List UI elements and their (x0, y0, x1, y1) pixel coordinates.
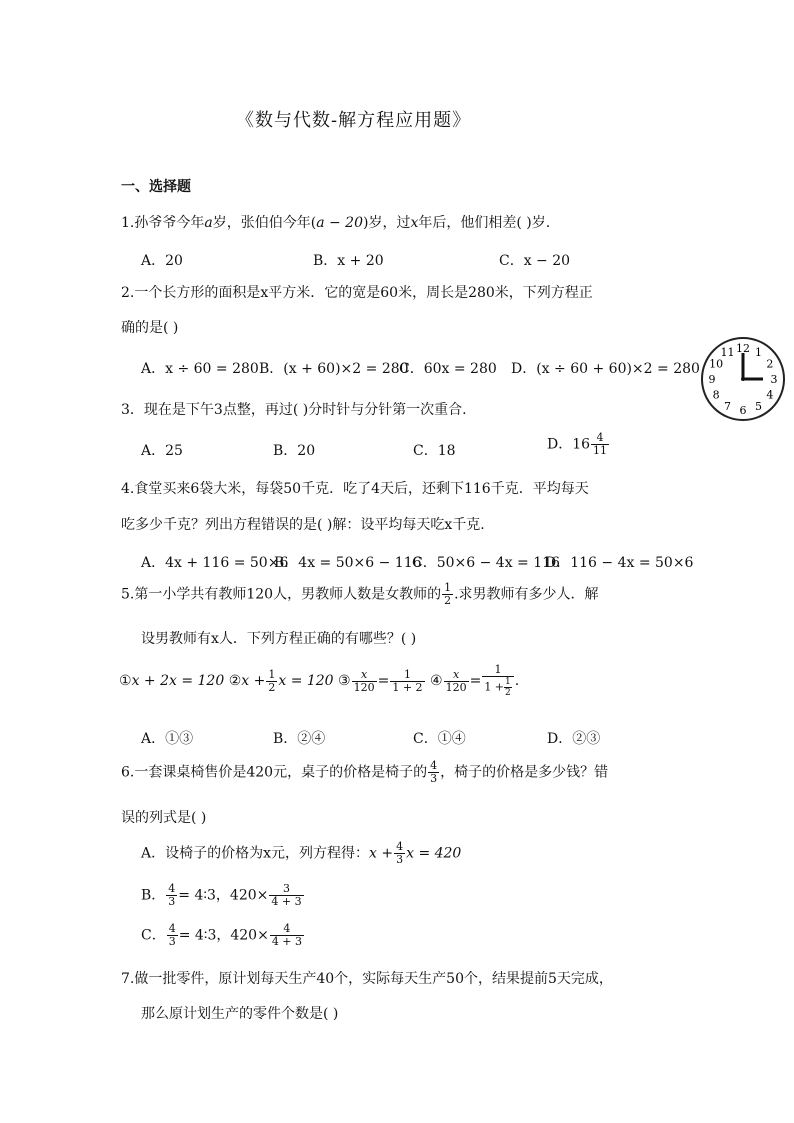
q7-line2: 那么原计划生产的零件个数是( ) (141, 1006, 339, 1022)
q4-line1: 4.食堂买来6袋大米，每袋50千克．吃了4天后，还剩下116千克．平均每天 (121, 481, 589, 497)
q6-line1 (121, 760, 608, 785)
q5-line2: 设男教师有x人．下列方程正确的有哪些？( ) (141, 631, 417, 647)
q1-text: 岁，张伯伯今年( (212, 215, 317, 231)
numerator: 1 (505, 677, 511, 687)
clock-number: 7 (724, 399, 731, 413)
clock-number: 11 (720, 346, 735, 360)
denominator: 4 + 3 (271, 935, 303, 948)
numerator: 1 (444, 581, 452, 594)
q4-line2: 吃多少千克？列出方程错误的是( )解：设平均每天吃x千克. (121, 517, 485, 533)
q6-option-a[interactable] (141, 841, 461, 866)
q5-option-a[interactable]: A．①③ (141, 731, 194, 747)
period: . (514, 673, 520, 689)
q2-line1: 2.一个长方形的面积是x平方米．它的宽是60米，周长是280米，下列方程正 (121, 285, 593, 301)
numerator: 4 (270, 923, 304, 936)
denominator: 120 (353, 680, 375, 694)
fraction (167, 923, 178, 948)
denominator: 2 (444, 594, 452, 607)
q6-option-c[interactable] (141, 923, 305, 948)
denominator: 3 (430, 772, 438, 785)
numerator: 3 (269, 883, 303, 896)
q3-option-c[interactable]: C．18 (413, 443, 456, 459)
denominator: 11 (593, 444, 608, 457)
question-1 (121, 212, 550, 232)
clock-number: 3 (770, 373, 778, 386)
fraction (591, 432, 609, 457)
q5-option-b[interactable]: B．②④ (273, 731, 326, 747)
denominator (482, 677, 513, 698)
circled-number: ③ (338, 673, 351, 689)
q5-text: 5.第一小学共有教师120人，男教师人数是女教师的 (121, 586, 442, 603)
clock-number: 1 (755, 346, 762, 360)
q1-text: )岁，过 (362, 215, 411, 231)
fraction (444, 669, 469, 694)
q6-opta-text: A．设椅子的价格为x元，列方程得： (141, 845, 370, 862)
clock-illustration (700, 336, 786, 422)
q1-text: 年后，他们相差( )岁. (418, 215, 551, 231)
q5-option-d[interactable]: D．②③ (547, 731, 601, 747)
fraction (166, 883, 177, 908)
denominator: 2 (505, 688, 511, 698)
numerator: 1 (268, 667, 276, 681)
fraction (270, 923, 304, 948)
fraction (428, 760, 439, 785)
q1-option-a[interactable]: A．20 (141, 253, 183, 269)
clock-face (700, 336, 786, 422)
fraction (394, 841, 405, 866)
denominator: 3 (168, 935, 176, 948)
equation-part: x = 420 (406, 845, 462, 862)
q2-option-b[interactable]: B．(x + 60)×2 = 280 (259, 361, 409, 377)
numerator: 4 (430, 759, 438, 772)
clock-number: 9 (708, 373, 716, 386)
q3-line1: 3．现在是下午3点整，再过( )分时针与分针第一次重合. (121, 402, 467, 418)
numerator: 4 (168, 922, 176, 935)
q1-expr: a − 20 (316, 215, 363, 231)
denominator: 2 (268, 680, 276, 694)
numerator: x (444, 669, 469, 682)
q3-option-a[interactable]: A．25 (141, 443, 183, 459)
equation-1: x + 2x = 120 (131, 673, 225, 689)
q1-var-x: x (410, 215, 419, 231)
clock-center (741, 377, 745, 381)
fraction (390, 669, 424, 694)
q6-optb-label: B． (141, 887, 166, 904)
clock-number: 5 (755, 399, 762, 413)
q6-option-b[interactable] (141, 883, 305, 908)
clock-number: 4 (766, 388, 774, 402)
fraction (266, 669, 277, 694)
q1-option-c[interactable]: C．x − 20 (499, 253, 571, 269)
nested-fraction (504, 677, 512, 698)
q6-text: ，椅子的价格是多少钱？错 (440, 764, 609, 781)
clock-number: 2 (766, 357, 774, 371)
equation-2-part: x + (241, 673, 266, 689)
q5-line1 (121, 582, 599, 607)
equation-part: x + (369, 845, 394, 862)
circled-number: ④ (430, 673, 443, 689)
q2-line2: 确的是( ) (121, 320, 179, 336)
q3-optd-label: D．16 (547, 436, 591, 453)
fraction (482, 664, 513, 698)
q3-option-b[interactable]: B．20 (273, 443, 316, 459)
circled-number: ② (228, 673, 242, 689)
fraction (442, 582, 453, 607)
q2-option-d[interactable]: D．(x ÷ 60 + 60)×2 = 280 (511, 361, 700, 377)
equals-sign: = (377, 673, 390, 689)
q6-line2: 误的列式是( ) (121, 810, 207, 826)
q5-text: .求男教师有多少人．解 (454, 586, 599, 603)
q1-var-a: a (204, 215, 213, 231)
clock-number: 8 (712, 388, 720, 402)
clock-number: 6 (739, 404, 747, 417)
equals-sign: = (469, 673, 482, 689)
denominator-part: 1 + (484, 680, 505, 694)
q6-text: 6.一套课桌椅售价是420元，桌子的价格是椅子的 (121, 764, 428, 781)
page-title: 《数与代数-解方程应用题》 (236, 110, 472, 131)
fraction (269, 883, 303, 908)
numerator: 4 (168, 882, 176, 895)
equation-2-part: x = 120 (278, 673, 334, 689)
q4-option-c[interactable]: C．50×6 − 4x = 116 (412, 555, 560, 571)
q6-optc-label: C． (141, 927, 166, 944)
q1-option-b[interactable]: B．x + 20 (313, 253, 384, 269)
q4-option-a[interactable]: A．4x + 116 = 50×6 (141, 555, 289, 571)
clock-number: 10 (709, 357, 724, 371)
denominator: 1 + 2 (392, 680, 423, 694)
denominator: 3 (168, 895, 176, 908)
q4-option-d[interactable]: D．116 − 4x = 50×6 (545, 555, 694, 571)
denominator: 3 (396, 853, 404, 866)
q7-line1: 7.做一批零件，原计划每天生产40个，实际每天生产50个，结果提前5天完成， (121, 971, 613, 987)
q6-optb-mid: = 4∶3，420× (178, 887, 269, 904)
numerator: 1 (390, 669, 424, 682)
denominator: 120 (445, 680, 467, 694)
fraction (352, 669, 377, 694)
numerator: 1 (482, 664, 513, 677)
circled-number: ① (119, 673, 132, 689)
q6-optc-mid: = 4∶3，420× (178, 927, 269, 944)
q2-option-c[interactable]: C．60x = 280 (399, 361, 497, 377)
q4-option-b[interactable]: B．4x = 50×6 − 116 (274, 555, 422, 571)
clock-number: 12 (736, 342, 750, 355)
q5-equations (119, 664, 519, 698)
section-heading: 一、选择题 (121, 179, 191, 195)
q5-option-c[interactable]: C．①④ (413, 731, 466, 747)
numerator: 4 (591, 432, 609, 445)
q3-option-d[interactable] (547, 432, 610, 457)
q2-option-a[interactable]: A．x ÷ 60 = 280 (141, 361, 259, 377)
numerator: x (352, 669, 377, 682)
denominator: 4 + 3 (271, 895, 302, 908)
q1-text: 1.孙爷爷今年 (121, 215, 205, 231)
numerator: 4 (396, 840, 404, 853)
